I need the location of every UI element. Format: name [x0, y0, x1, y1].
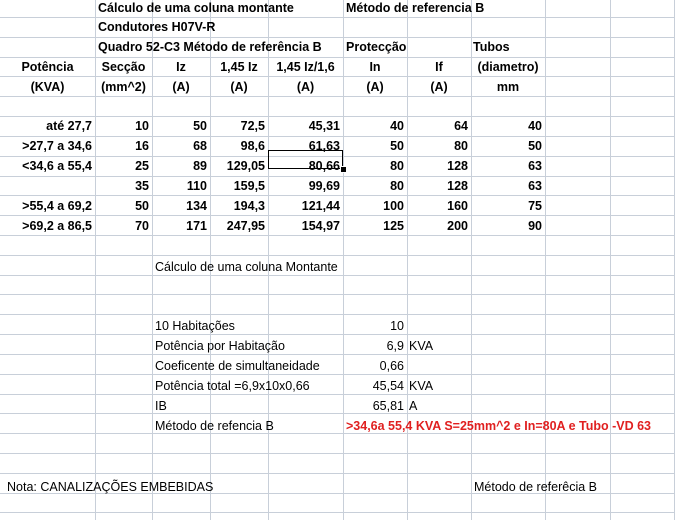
grid-row-line — [0, 473, 675, 474]
potencia-total-value: 45,54 — [372, 379, 404, 393]
cell-145iz: 159,5 — [233, 179, 265, 193]
grid-row-line — [0, 413, 675, 414]
result-text: >34,6a 55,4 KVA S=25mm^2 e In=80A e Tubo -VD 63 — [346, 419, 652, 433]
cell-in: 50 — [390, 139, 404, 153]
cell-seccao: 25 — [135, 159, 149, 173]
grid-row-line — [0, 512, 675, 513]
cell-iz: 134 — [186, 199, 207, 213]
table-ref-label: Quadro 52-C3 Método de referência B — [98, 40, 322, 54]
col-header-potencia: Potência — [21, 60, 74, 74]
cell-tubo: 90 — [528, 219, 542, 233]
potencia-hab-unit: KVA — [409, 339, 434, 353]
cell-tubo: 63 — [528, 179, 542, 193]
ib-value: 65,81 — [372, 399, 404, 413]
tubes-label: Tubos — [473, 40, 510, 54]
cell-iz: 68 — [193, 139, 207, 153]
selected-cell[interactable] — [268, 150, 343, 169]
potencia-total-label: Potência total =6,9x10x0,66 — [155, 379, 310, 393]
metodo-label: Método de refencia B — [155, 419, 274, 433]
grid-row-line — [0, 314, 675, 315]
cell-if: 160 — [447, 199, 468, 213]
cell-seccao: 50 — [135, 199, 149, 213]
grid-row-line — [0, 374, 675, 375]
habitacoes-value: 10 — [390, 319, 404, 333]
unit-mm: mm — [496, 80, 520, 94]
cell-if: 80 — [454, 139, 468, 153]
cell-potencia: <34,6 a 55,4 — [22, 159, 92, 173]
unit-a-if: (A) — [430, 80, 448, 94]
cell-145iz16: 80,66 — [308, 159, 340, 173]
title-right: Método de referencia B — [346, 1, 485, 15]
col-header-diametro: (diametro) — [477, 60, 539, 74]
cell-in: 100 — [383, 199, 404, 213]
title-left: Cálculo de uma coluna montante — [98, 1, 294, 15]
cell-if: 64 — [454, 119, 468, 133]
unit-kva: (KVA) — [30, 80, 65, 94]
cell-seccao: 35 — [135, 179, 149, 193]
cell-iz: 50 — [193, 119, 207, 133]
cell-iz: 171 — [186, 219, 207, 233]
grid-row-line — [0, 334, 675, 335]
grid-column-line — [545, 0, 546, 520]
conductors-label: Condutores H07V-R — [98, 20, 216, 34]
cell-iz: 110 — [186, 179, 207, 193]
cell-145iz16: 45,31 — [308, 119, 340, 133]
cell-seccao: 16 — [135, 139, 149, 153]
col-header-in: In — [369, 60, 381, 74]
calc-title: Cálculo de uma coluna Montante — [155, 260, 338, 274]
cell-tubo: 75 — [528, 199, 542, 213]
cell-145iz: 72,5 — [240, 119, 265, 133]
cell-if: 128 — [447, 179, 468, 193]
cell-tubo: 63 — [528, 159, 542, 173]
unit-a-iz: (A) — [172, 80, 190, 94]
cell-potencia: >27,7 a 34,6 — [22, 139, 92, 153]
col-header-seccao: Secção — [101, 60, 146, 74]
potencia-hab-label: Potência por Habitação — [155, 339, 285, 353]
cell-seccao: 10 — [135, 119, 149, 133]
cell-145iz: 247,95 — [226, 219, 265, 233]
cell-potencia: >69,2 a 86,5 — [22, 219, 92, 233]
coef-value: 0,66 — [379, 359, 404, 373]
cell-tubo: 50 — [528, 139, 542, 153]
coef-label: Coeficente de simultaneidade — [155, 359, 320, 373]
cell-potencia: até 27,7 — [46, 119, 92, 133]
col-header-145iz: 1,45 Iz — [220, 60, 258, 74]
cell-potencia — [0, 177, 95, 196]
cell-145iz16: 154,97 — [301, 219, 340, 233]
potencia-hab-value: 6,9 — [386, 339, 404, 353]
cell-145iz: 98,6 — [240, 139, 265, 153]
protection-label: Protecção — [346, 40, 407, 54]
cell-145iz16: 121,44 — [301, 199, 340, 213]
ib-unit: A — [409, 399, 418, 413]
unit-a-145iz16: (A) — [296, 80, 315, 94]
potencia-total-unit: KVA — [409, 379, 434, 393]
nota-label: Nota: CANALIZAÇÕES EMBEBIDAS — [7, 480, 214, 494]
col-header-iz: Iz — [176, 60, 186, 74]
grid-row-line — [0, 453, 675, 454]
cell-if: 128 — [447, 159, 468, 173]
habitacoes-label: 10 Habitações — [155, 319, 235, 333]
unit-a-145iz: (A) — [230, 80, 248, 94]
cell-145iz16: 61,63 — [308, 139, 340, 153]
unit-a-in: (A) — [366, 80, 384, 94]
col-header-145iz16: 1,45 Iz/1,6 — [276, 60, 335, 74]
unit-mm2: (mm^2) — [101, 80, 146, 94]
cell-145iz: 129,05 — [226, 159, 265, 173]
cell-in: 125 — [383, 219, 404, 233]
grid-row-line — [0, 354, 675, 355]
cell-seccao: 70 — [135, 219, 149, 233]
cell-in: 80 — [390, 179, 404, 193]
cell-145iz: 194,3 — [233, 199, 265, 213]
grid-column-line — [610, 0, 611, 520]
cell-145iz16: 99,69 — [308, 179, 340, 193]
metodo-footer: Método de referêcia B — [474, 480, 597, 494]
cell-if: 200 — [447, 219, 468, 233]
grid-row-line — [0, 394, 675, 395]
grid-row-line — [0, 294, 675, 295]
ib-label: IB — [155, 399, 167, 413]
cell-in: 80 — [390, 159, 404, 173]
col-header-if: If — [435, 60, 443, 74]
grid-row-line — [0, 255, 675, 256]
cell-tubo: 40 — [528, 119, 542, 133]
fill-handle[interactable] — [340, 166, 347, 173]
cell-potencia: >55,4 a 69,2 — [22, 199, 92, 213]
cell-iz: 89 — [193, 159, 207, 173]
cell-in: 40 — [390, 119, 404, 133]
